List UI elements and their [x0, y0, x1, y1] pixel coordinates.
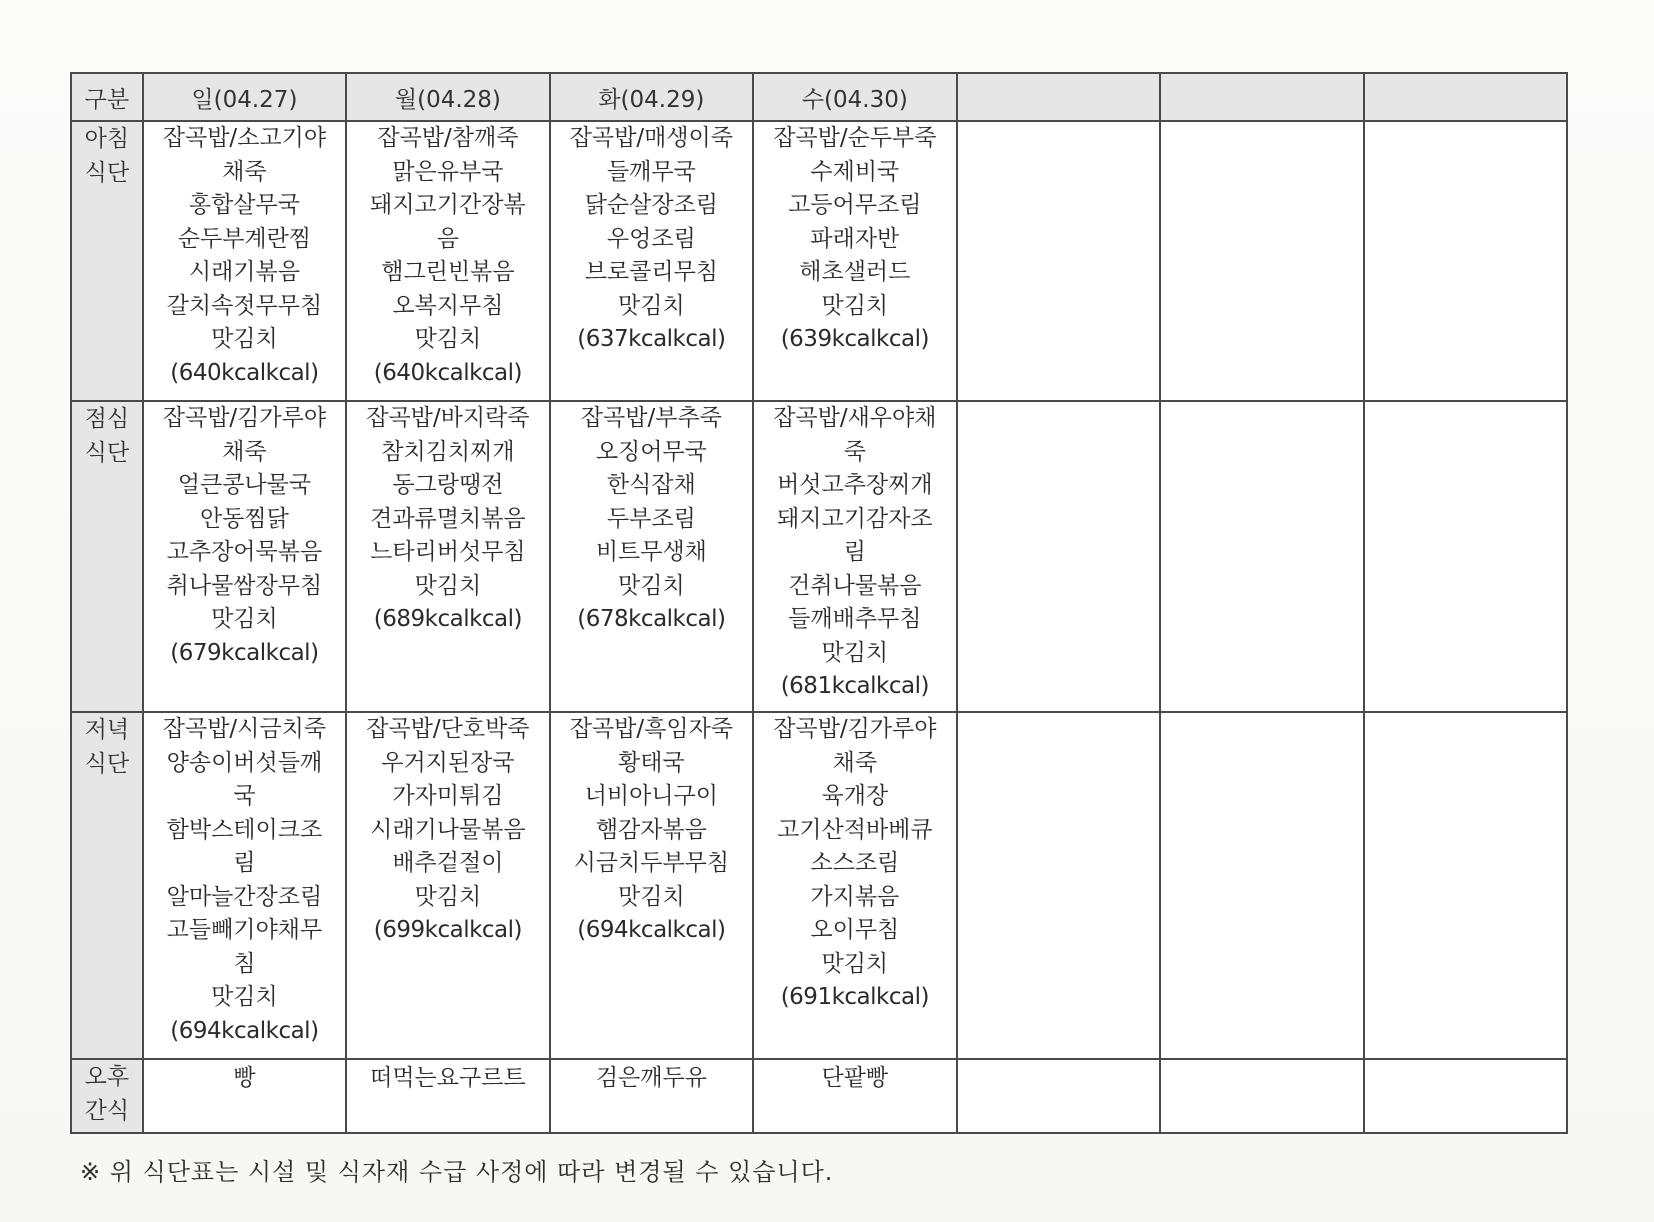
menu-cell-breakfast-4	[957, 121, 1160, 401]
menu-item: 맛김치	[414, 326, 482, 352]
menu-item: 우엉조림	[606, 225, 696, 252]
menu-item: 참치김치찌개	[381, 438, 515, 465]
menu-cell-breakfast-3	[753, 121, 956, 401]
menu-item: 돼지고기감자조	[777, 505, 933, 532]
menu-cell-breakfast-5	[1160, 121, 1363, 401]
menu-item: 맛김치	[211, 984, 278, 1010]
menu-item: 수제비국	[810, 158, 900, 185]
menu-cell-breakfast-2	[550, 121, 753, 401]
header-day-empty-7	[1364, 73, 1568, 121]
menu-item: 느타리버섯무침	[370, 539, 526, 565]
menu-cell-snack-6	[1364, 1059, 1568, 1133]
menu-item: 잡곡밥/흑임자죽	[569, 716, 733, 742]
calorie-text: (678kcalkcal)	[577, 606, 726, 632]
menu-item: 맛김치	[211, 326, 278, 352]
menu-item: 맑은유부국	[392, 158, 504, 185]
menu-item: 시래기나물볶음	[370, 816, 526, 843]
meal-label-line: 오후	[84, 1064, 130, 1090]
menu-cell-lunch-1	[346, 401, 549, 712]
menu-cell-dinner-5	[1160, 712, 1363, 1059]
menu-item: 채죽	[222, 158, 267, 185]
menu-cell-lunch-0	[143, 401, 346, 712]
menu-cell-dinner-6	[1364, 712, 1568, 1059]
menu-item: 시금치두부무침	[573, 850, 730, 876]
menu-item: 한식잡채	[606, 472, 696, 498]
menu-cell-breakfast-1	[346, 121, 549, 401]
menu-item: 브로콜리무침	[584, 259, 719, 285]
menu-item: 침	[233, 950, 256, 977]
menu-item: 황태국	[618, 749, 685, 776]
meal-label-line: 간식	[84, 1098, 130, 1124]
menu-item: 순두부계란찜	[177, 225, 312, 252]
menu-item: 비트무생채	[595, 539, 707, 565]
menu-item: 양송이버섯들깨	[166, 749, 323, 776]
menu-item: 취나물쌈장무침	[166, 572, 323, 599]
menu-item: 소스조림	[810, 850, 900, 876]
header-day-mon: 월(04.28)	[346, 73, 549, 121]
calorie-text: (639kcalkcal)	[780, 326, 929, 352]
menu-item: 맛김치	[618, 572, 685, 599]
meal-label-dinner	[71, 712, 143, 1059]
menu-item: 국	[233, 783, 256, 809]
menu-item: 맛김치	[414, 572, 482, 599]
meal-label-line: 식단	[84, 160, 130, 186]
menu-item: 고들빼기야채무	[166, 917, 323, 943]
menu-item: 검은깨두유	[595, 1065, 707, 1091]
header-day-empty-5	[957, 73, 1160, 121]
menu-item: 안동찜닭	[199, 505, 289, 532]
calorie-text: (694kcalkcal)	[170, 1017, 319, 1044]
menu-item: 돼지고기간장볶	[370, 192, 526, 218]
header-day-wed: 수(04.30)	[753, 73, 956, 121]
menu-item: 맛김치	[618, 292, 685, 319]
menu-item: 두부조림	[606, 505, 696, 532]
menu-item: 고등어무조림	[788, 192, 922, 218]
menu-item: 잡곡밥/참깨죽	[377, 125, 519, 151]
menu-cell-breakfast-0	[143, 121, 346, 401]
menu-item: 건취나물볶음	[788, 572, 922, 599]
menu-item: 들깨무국	[606, 158, 696, 185]
menu-item: 죽	[843, 438, 866, 465]
menu-cell-dinner-0	[143, 712, 346, 1059]
calorie-text: (640kcalkcal)	[373, 359, 523, 386]
menu-item: 동그랑땡전	[392, 472, 504, 498]
menu-item: 잡곡밥/시금치죽	[162, 716, 327, 742]
menu-item: 햄그린빈볶음	[381, 259, 515, 285]
meal-label-line: 아침	[84, 126, 130, 152]
menu-cell-lunch-2	[550, 401, 753, 712]
menu-cell-dinner-3	[753, 712, 956, 1059]
meal-label-line: 식단	[84, 440, 130, 466]
menu-item: 채죽	[832, 749, 878, 776]
menu-item: 얼큰콩나물국	[177, 472, 312, 498]
menu-item: 배추겉절이	[392, 850, 504, 876]
menu-cell-snack-1	[346, 1059, 549, 1133]
menu-item: 음	[436, 225, 459, 252]
menu-item: 시래기볶음	[188, 259, 300, 285]
menu-item: 오이무침	[810, 917, 900, 943]
menu-item: 파래자반	[810, 225, 900, 252]
menu-item: 우거지된장국	[381, 749, 515, 776]
menu-item: 잡곡밥/순두부죽	[773, 125, 937, 151]
header-row	[71, 73, 1567, 121]
menu-cell-snack-0	[143, 1059, 346, 1133]
menu-item: 오징어무국	[595, 438, 707, 465]
meal-label-breakfast	[71, 121, 143, 401]
meal-label-snack	[71, 1059, 143, 1133]
menu-cell-dinner-1	[346, 712, 549, 1059]
menu-cell-snack-4	[957, 1059, 1160, 1133]
menu-item: 떠먹는요구르트	[370, 1065, 526, 1091]
menu-item: 해초샐러드	[799, 259, 911, 285]
menu-item: 고추장어묵볶음	[166, 539, 323, 565]
calorie-text: (699kcalkcal)	[373, 917, 523, 943]
menu-cell-snack-2	[550, 1059, 753, 1133]
menu-item: 갈치속젓무무침	[166, 292, 323, 319]
menu-item: 너비아니구이	[584, 783, 719, 809]
menu-item: 단팥빵	[821, 1065, 889, 1091]
menu-item: 잡곡밥/소고기야	[162, 125, 327, 151]
menu-item: 견과류멸치볶음	[370, 505, 526, 532]
calorie-text: (679kcalkcal)	[170, 639, 319, 666]
menu-item: 잡곡밥/새우야채	[773, 405, 937, 431]
menu-item: 들깨배추무침	[788, 606, 922, 632]
header-day-tue: 화(04.29)	[550, 73, 753, 121]
menu-item: 맛김치	[414, 883, 482, 910]
menu-cell-snack-5	[1160, 1059, 1363, 1133]
menu-item: 버섯고추장찌개	[777, 472, 933, 498]
menu-item: 가지볶음	[810, 883, 900, 910]
meal-label-line: 점심	[84, 406, 130, 432]
menu-item: 알마늘간장조림	[166, 883, 323, 910]
meal-label-line: 저녁	[84, 717, 130, 743]
menu-item: 잡곡밥/김가루야	[773, 716, 937, 742]
menu-item: 맛김치	[618, 883, 685, 910]
menu-cell-snack-3	[753, 1059, 956, 1133]
meal-row-snack	[71, 1059, 1567, 1133]
menu-item: 맛김치	[821, 639, 889, 666]
menu-item: 육개장	[821, 783, 889, 809]
calorie-text: (637kcalkcal)	[577, 326, 726, 352]
header-category: 구분	[71, 73, 143, 121]
menu-cell-lunch-4	[957, 401, 1160, 712]
menu-item: 함박스테이크조	[166, 816, 323, 843]
menu-item: 맛김치	[211, 606, 278, 632]
menu-cell-lunch-6	[1364, 401, 1568, 712]
menu-item: 홍합살무국	[188, 192, 300, 218]
calorie-text: (689kcalkcal)	[373, 606, 523, 632]
meal-row-lunch	[71, 401, 1567, 712]
meal-row-dinner	[71, 712, 1567, 1059]
menu-item: 닭순살장조림	[584, 192, 719, 218]
menu-item: 맛김치	[821, 950, 889, 977]
menu-item: 잡곡밥/매생이죽	[569, 125, 733, 151]
menu-item: 림	[233, 850, 256, 876]
menu-cell-dinner-4	[957, 712, 1160, 1059]
menu-item: 채죽	[222, 438, 267, 465]
menu-item: 잡곡밥/김가루야	[162, 405, 327, 431]
menu-item: 고기산적바베큐	[777, 816, 933, 843]
calorie-text: (640kcalkcal)	[170, 359, 319, 386]
menu-cell-lunch-3	[753, 401, 956, 712]
calorie-text: (691kcalkcal)	[780, 984, 929, 1010]
menu-item: 빵	[233, 1065, 256, 1091]
menu-cell-breakfast-6	[1364, 121, 1568, 401]
weekly-meal-table	[70, 72, 1568, 1134]
calorie-text: (681kcalkcal)	[780, 673, 929, 699]
menu-item: 맛김치	[821, 292, 889, 319]
menu-cell-dinner-2	[550, 712, 753, 1059]
meal-label-lunch	[71, 401, 143, 712]
menu-item: 림	[843, 539, 866, 565]
menu-cell-lunch-5	[1160, 401, 1363, 712]
menu-item: 가자미튀김	[392, 783, 504, 809]
menu-item: 잡곡밥/단호박죽	[366, 716, 530, 742]
footnote: ※ 위 식단표는 시설 및 식자재 수급 사정에 따라 변경될 수 있습니다.	[80, 1158, 834, 1186]
menu-item: 잡곡밥/부추죽	[580, 405, 722, 431]
header-day-empty-6	[1160, 73, 1363, 121]
header-day-sun: 일(04.27)	[143, 73, 346, 121]
calorie-text: (694kcalkcal)	[577, 917, 726, 943]
meal-row-breakfast	[71, 121, 1567, 401]
menu-item: 햄감자볶음	[595, 816, 707, 843]
menu-item: 오복지무침	[392, 292, 504, 319]
meal-label-line: 식단	[84, 751, 130, 777]
menu-item: 잡곡밥/바지락죽	[366, 405, 530, 431]
